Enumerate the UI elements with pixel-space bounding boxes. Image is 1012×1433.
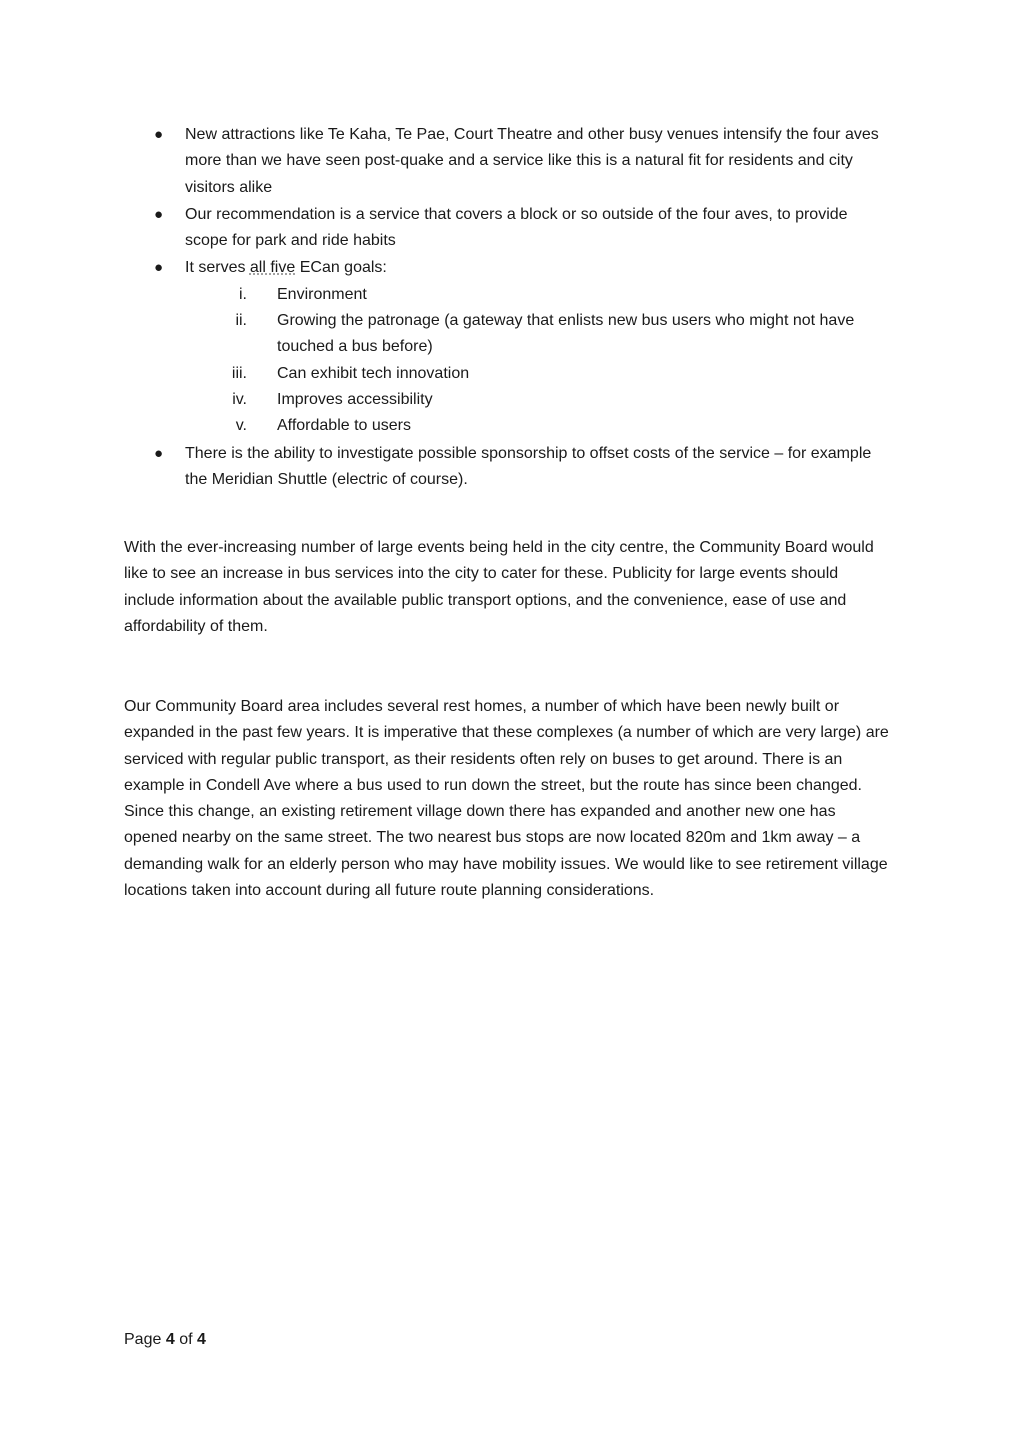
- goal-item: [185, 308, 894, 361]
- list-item: [124, 122, 894, 201]
- bullet-icon: ●: [154, 444, 164, 462]
- bullet-list: [124, 122, 894, 494]
- goal-number: iv.: [232, 390, 247, 408]
- goals-intro: [185, 259, 387, 276]
- list-item: [124, 441, 894, 494]
- page-label: Page: [124, 1331, 162, 1348]
- list-item: [124, 255, 894, 439]
- bullet-icon: ●: [154, 126, 164, 143]
- goals-intro-before: It serves: [185, 259, 250, 277]
- goals-intro-after: ECan goals:: [295, 259, 387, 277]
- goal-number: iii.: [231, 364, 247, 382]
- goal-text: Affordable to users: [277, 417, 412, 435]
- goal-text: Growing the patronage (a gateway that enlists new bus users who might not have touched a bus before): [277, 312, 855, 356]
- goal-item: [185, 413, 894, 439]
- page-total: 4: [196, 1331, 206, 1348]
- goal-number: i.: [239, 285, 247, 303]
- goals-list: [185, 282, 894, 440]
- goal-number: ii.: [235, 312, 247, 330]
- goal-text: Environment: [277, 285, 367, 303]
- rest-homes-paragraph: Our Community Board area includes several rest homes, a number of which have been newly built or expanded in the past few years. It is imperative that these complexes (a number of which are very large) are serviced with regular public transport, as their residents often rely on buses to get around. There is an example in Condell Ave where a bus used to run down the street, but the route has since been changed. Since this change, an existing retirement village down there has expanded and another new one has opened nearby on the same street. The two nearest bus stops are now located 820m and 1km away – a demanding walk for an elderly person who may have mobility issues. We would like to see retirement village locations taken into account during all future route planning considerations.: [124, 698, 889, 900]
- bullet-icon: ●: [154, 205, 164, 223]
- goal-text: Can exhibit tech innovation: [277, 364, 470, 382]
- bullet-icon: ●: [154, 259, 164, 277]
- events-paragraph: With the ever-increasing number of large events being held in the city centre, the Community Board would like to see an increase in bus services into the city to cater for these. Publicity for large events should include information about the available public transport options, and the convenience, ease of use and affordability of them.: [124, 539, 874, 635]
- bullet-text: There is the ability to investigate possible sponsorship to offset costs of the service – for example the Meridian Shuttle (electric of course).: [185, 444, 872, 488]
- page-of: of: [179, 1331, 193, 1348]
- goal-text: Improves accessibility: [277, 390, 433, 408]
- bullet-text: Our recommendation is a service that covers a block or so outside of the four aves, to provide scope for park and ride habits: [185, 205, 848, 250]
- goal-item: [185, 387, 894, 413]
- goals-intro-underlined: all five: [249, 259, 296, 277]
- goal-item: [185, 361, 894, 387]
- goal-number: v.: [235, 417, 247, 435]
- bullet-text: New attractions like Te Kaha, Te Pae, Court Theatre and other busy venues intensify the four aves more than we have seen post-quake and a service like this is a natural fit for residents and city visitors alike: [185, 126, 879, 196]
- page-current: 4: [165, 1331, 175, 1348]
- goal-item: [185, 282, 894, 308]
- list-item: [124, 202, 894, 255]
- page-footer: [124, 1327, 206, 1353]
